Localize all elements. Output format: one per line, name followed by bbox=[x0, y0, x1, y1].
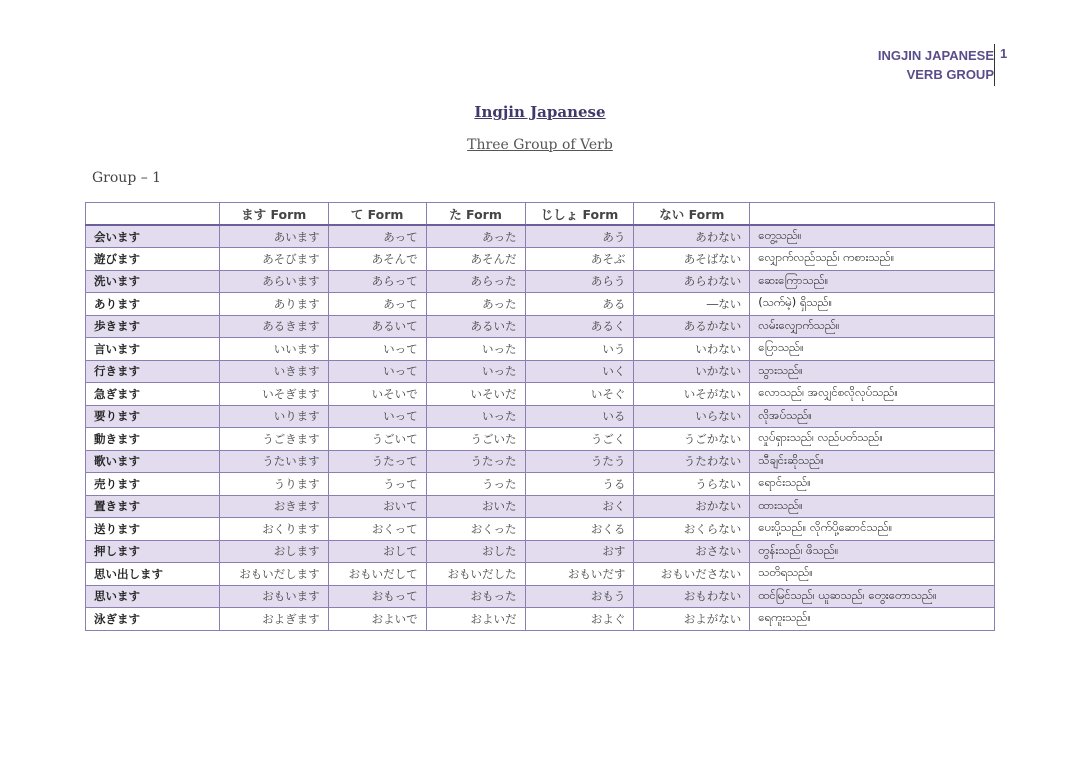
form-cell: いって bbox=[328, 360, 426, 383]
verb-cell: 言います bbox=[86, 338, 220, 361]
verb-cell: 泳ぎます bbox=[86, 608, 220, 631]
form-cell: いった bbox=[426, 405, 525, 428]
document-header bbox=[878, 46, 994, 84]
verb-cell: 急ぎます bbox=[86, 383, 220, 406]
verb-cell: 会います bbox=[86, 225, 220, 248]
form-cell: おさない bbox=[634, 540, 750, 563]
form-cell: あいます bbox=[219, 225, 328, 248]
table-row bbox=[86, 540, 995, 563]
form-cell: おもいだす bbox=[525, 563, 634, 586]
form-cell: おくります bbox=[219, 518, 328, 541]
form-cell: いきます bbox=[219, 360, 328, 383]
column-header: ない Form bbox=[634, 203, 750, 226]
form-cell: いそいだ bbox=[426, 383, 525, 406]
verb-cell: 洗います bbox=[86, 270, 220, 293]
form-cell: あらう bbox=[525, 270, 634, 293]
table-row bbox=[86, 563, 995, 586]
form-cell: おくって bbox=[328, 518, 426, 541]
table-row bbox=[86, 383, 995, 406]
form-cell: うたった bbox=[426, 450, 525, 473]
meaning-cell: ပြောသည်။ bbox=[750, 338, 995, 361]
form-cell: あって bbox=[328, 293, 426, 316]
verb-table bbox=[85, 202, 995, 631]
form-cell: いって bbox=[328, 405, 426, 428]
meaning-cell: ရောင်းသည်။ bbox=[750, 473, 995, 496]
column-header bbox=[86, 203, 220, 226]
form-cell: うって bbox=[328, 473, 426, 496]
verb-cell: 思い出します bbox=[86, 563, 220, 586]
form-cell: うたう bbox=[525, 450, 634, 473]
meaning-cell: လောသည်၊ အလျှင်စလိုလုပ်သည်။ bbox=[750, 383, 995, 406]
form-cell: あって bbox=[328, 225, 426, 248]
verb-cell: 売ります bbox=[86, 473, 220, 496]
verb-cell: 遊びます bbox=[86, 248, 220, 271]
form-cell: あう bbox=[525, 225, 634, 248]
column-header: ます Form bbox=[219, 203, 328, 226]
verb-cell: 歩きます bbox=[86, 315, 220, 338]
table-row bbox=[86, 585, 995, 608]
form-cell: うごきます bbox=[219, 428, 328, 451]
form-cell: およぎます bbox=[219, 608, 328, 631]
form-cell: あそばない bbox=[634, 248, 750, 271]
document-title: Ingjin Japanese bbox=[474, 103, 606, 121]
form-cell: いります bbox=[219, 405, 328, 428]
header-title: INGJIN JAPANESE bbox=[877, 48, 994, 63]
meaning-cell: လမ်းလျှောက်သည်။ bbox=[750, 315, 995, 338]
form-cell: うごいた bbox=[426, 428, 525, 451]
column-header: て Form bbox=[328, 203, 426, 226]
form-cell: うる bbox=[525, 473, 634, 496]
form-cell: おくった bbox=[426, 518, 525, 541]
form-cell: およぐ bbox=[525, 608, 634, 631]
table-row bbox=[86, 293, 995, 316]
table-row bbox=[86, 225, 995, 248]
form-cell: うごく bbox=[525, 428, 634, 451]
form-cell: およがない bbox=[634, 608, 750, 631]
form-cell: おもいだして bbox=[328, 563, 426, 586]
form-cell: おもう bbox=[525, 585, 634, 608]
table-row bbox=[86, 360, 995, 383]
page-number: 1 bbox=[1000, 46, 1008, 61]
verb-cell: 送ります bbox=[86, 518, 220, 541]
meaning-cell: (သက်မဲ့) ရှိသည်။ bbox=[750, 293, 995, 316]
form-cell: いった bbox=[426, 338, 525, 361]
form-cell: あらわない bbox=[634, 270, 750, 293]
group-label: Group – 1 bbox=[92, 170, 162, 186]
form-cell: うります bbox=[219, 473, 328, 496]
form-cell: うたわない bbox=[634, 450, 750, 473]
table-row bbox=[86, 338, 995, 361]
form-cell: うたいます bbox=[219, 450, 328, 473]
form-cell: いった bbox=[426, 360, 525, 383]
form-cell: いって bbox=[328, 338, 426, 361]
form-cell: おくる bbox=[525, 518, 634, 541]
table-row bbox=[86, 608, 995, 631]
form-cell: いいます bbox=[219, 338, 328, 361]
form-cell: おもった bbox=[426, 585, 525, 608]
table-row bbox=[86, 473, 995, 496]
table-row bbox=[86, 248, 995, 271]
form-cell: あわない bbox=[634, 225, 750, 248]
table-row bbox=[86, 518, 995, 541]
table-row bbox=[86, 495, 995, 518]
table-row bbox=[86, 315, 995, 338]
header-divider bbox=[994, 44, 995, 86]
column-header: た Form bbox=[426, 203, 525, 226]
form-cell: おして bbox=[328, 540, 426, 563]
form-cell: あった bbox=[426, 293, 525, 316]
form-cell: おきます bbox=[219, 495, 328, 518]
column-header: じしょ Form bbox=[525, 203, 634, 226]
form-cell: いそがない bbox=[634, 383, 750, 406]
form-cell: うった bbox=[426, 473, 525, 496]
form-cell: おした bbox=[426, 540, 525, 563]
table-row bbox=[86, 270, 995, 293]
form-cell: あるいて bbox=[328, 315, 426, 338]
meaning-cell: ဆေးကြောသည်။ bbox=[750, 270, 995, 293]
form-cell: うらない bbox=[634, 473, 750, 496]
form-cell: うたって bbox=[328, 450, 426, 473]
form-cell: おいて bbox=[328, 495, 426, 518]
form-cell: おく bbox=[525, 495, 634, 518]
form-cell: あるいた bbox=[426, 315, 525, 338]
table-row bbox=[86, 428, 995, 451]
verb-cell: 押します bbox=[86, 540, 220, 563]
verb-cell: 思います bbox=[86, 585, 220, 608]
form-cell: あるかない bbox=[634, 315, 750, 338]
form-cell: おかない bbox=[634, 495, 750, 518]
form-cell: あるきます bbox=[219, 315, 328, 338]
meaning-cell: တွေ့သည်။ bbox=[750, 225, 995, 248]
meaning-cell: တွန်းသည်၊ ဖိသည်။ bbox=[750, 540, 995, 563]
table-row bbox=[86, 450, 995, 473]
form-cell: いわない bbox=[634, 338, 750, 361]
form-cell: おもいます bbox=[219, 585, 328, 608]
meaning-cell: သီချင်းဆိုသည်။ bbox=[750, 450, 995, 473]
form-cell: おもわない bbox=[634, 585, 750, 608]
form-cell: あります bbox=[219, 293, 328, 316]
form-cell: あそんで bbox=[328, 248, 426, 271]
table-row bbox=[86, 405, 995, 428]
form-cell: いる bbox=[525, 405, 634, 428]
table-body bbox=[86, 225, 995, 630]
meaning-cell: ထားသည်။ bbox=[750, 495, 995, 518]
meaning-cell: ပေးပို့သည်။ လိုက်ပို့ဆောင်သည်။ bbox=[750, 518, 995, 541]
form-cell: いかない bbox=[634, 360, 750, 383]
form-cell: あるく bbox=[525, 315, 634, 338]
form-cell: およいだ bbox=[426, 608, 525, 631]
form-cell: ある bbox=[525, 293, 634, 316]
meaning-cell: လျှောက်လည်သည်၊ ကစားသည်။ bbox=[750, 248, 995, 271]
verb-cell: 要ります bbox=[86, 405, 220, 428]
meaning-cell: ထင်မြင်သည်၊ ယူဆသည်၊ တွေးတောသည်။ bbox=[750, 585, 995, 608]
form-cell: おします bbox=[219, 540, 328, 563]
meaning-cell: ရေကူးသည်။ bbox=[750, 608, 995, 631]
form-cell: おくらない bbox=[634, 518, 750, 541]
form-cell: いそぎます bbox=[219, 383, 328, 406]
verb-cell: 置きます bbox=[86, 495, 220, 518]
form-cell: おもいだします bbox=[219, 563, 328, 586]
form-cell: あらいます bbox=[219, 270, 328, 293]
form-cell: うごかない bbox=[634, 428, 750, 451]
verb-cell: 行きます bbox=[86, 360, 220, 383]
form-cell: いそぐ bbox=[525, 383, 634, 406]
table-header-row bbox=[86, 203, 995, 226]
form-cell: あそびます bbox=[219, 248, 328, 271]
meaning-cell: သွားသည်။ bbox=[750, 360, 995, 383]
document-subtitle: Three Group of Verb bbox=[467, 137, 613, 153]
form-cell: おす bbox=[525, 540, 634, 563]
form-cell: いく bbox=[525, 360, 634, 383]
form-cell: あった bbox=[426, 225, 525, 248]
form-cell: あそぶ bbox=[525, 248, 634, 271]
form-cell: ―ない bbox=[634, 293, 750, 316]
form-cell: いらない bbox=[634, 405, 750, 428]
form-cell: おいた bbox=[426, 495, 525, 518]
verb-cell: あります bbox=[86, 293, 220, 316]
header-subtitle: VERB GROUP bbox=[906, 67, 994, 82]
form-cell: およいで bbox=[328, 608, 426, 631]
meaning-cell: သတိရသည်။ bbox=[750, 563, 995, 586]
form-cell: おもいださない bbox=[634, 563, 750, 586]
form-cell: おもいだした bbox=[426, 563, 525, 586]
form-cell: いう bbox=[525, 338, 634, 361]
form-cell: あらった bbox=[426, 270, 525, 293]
form-cell: あそんだ bbox=[426, 248, 525, 271]
meaning-cell: လှုပ်ရှားသည်၊ လည်ပတ်သည်။ bbox=[750, 428, 995, 451]
form-cell: いそいで bbox=[328, 383, 426, 406]
form-cell: あらって bbox=[328, 270, 426, 293]
verb-cell: 歌います bbox=[86, 450, 220, 473]
form-cell: うごいて bbox=[328, 428, 426, 451]
form-cell: おもって bbox=[328, 585, 426, 608]
verb-cell: 動きます bbox=[86, 428, 220, 451]
column-header bbox=[750, 203, 995, 226]
meaning-cell: လိုအပ်သည်။ bbox=[750, 405, 995, 428]
